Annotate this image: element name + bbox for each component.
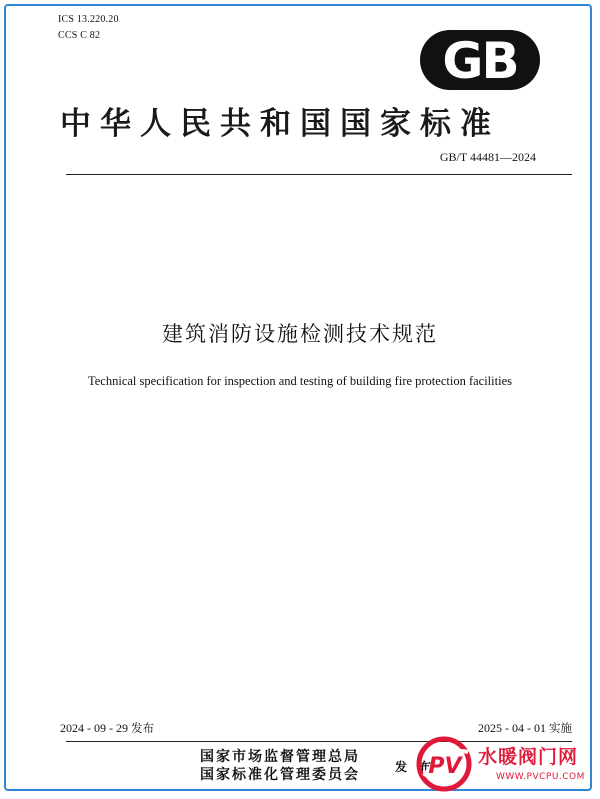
national-standard-title: 中华人民共和国国家标准 [60,106,500,142]
watermark-logo-icon [416,736,476,792]
gb-logo-text: GB [442,32,518,90]
watermark-logo-text: PV [428,754,462,779]
gb-logo-icon [418,28,542,92]
publish-word: 发 布 [395,760,436,774]
watermark-site-name: 水暖阀门网 [478,746,579,768]
document-title-english: Technical specification for inspection and testing of building fire protection facilities [88,374,512,388]
issuer-block [200,748,360,784]
issuer-line-2: 国家标准化管理委员会 [200,767,360,783]
document-title-chinese: 建筑消防设施检测技术规范 [162,322,438,346]
ccs-code: CCS C 82 [58,30,101,41]
implement-date: 2025 - 04 - 01 [478,721,546,735]
header-divider [66,174,572,175]
issue-label: 发布 [131,721,154,735]
issuer-line-1: 国家市场监督管理总局 [200,749,360,765]
watermark-site-url: WWW.PVCPU.COM [496,772,585,782]
issue-date-line [60,720,154,736]
ics-code: ICS 13.220.20 [58,14,119,25]
implement-label: 实施 [549,721,572,735]
standard-number: GB/T 44481—2024 [439,150,536,164]
implement-date-line [478,720,572,736]
issue-date: 2024 - 09 - 29 [60,721,128,735]
